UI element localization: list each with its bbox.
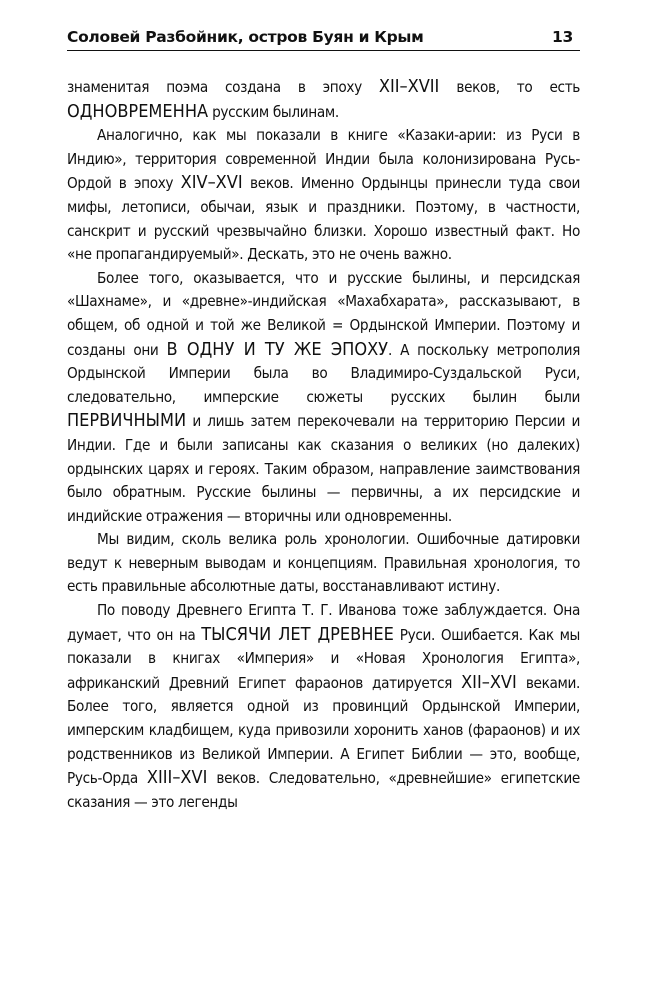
text-run: и лишь затем перекочевали на территорию Персии и Индии. Где и были записаны как сказания о великих (но далеких) ордынских царях и героях. Таким образом, направление заимствования было обратным. Русские былины — первичны, а их персидские и индийские отражения — вторичны или одновременны. <box>67 412 580 525</box>
text-run: веками. Более того, является одной из провинций Ордынской Империи, имперским кладбищем, куда привозили хоронить ханов (фараонов) и их родственников из Великой Империи. А Египет Библии — это, вообще, Русь-Орда <box>67 673 580 788</box>
paragraph <box>67 75 580 124</box>
text-run: Руси. Ошибается. Как мы показали в книгах «Империя» и «Новая Хронология Египта», африканский Древний Египет фараонов датируется <box>67 625 580 692</box>
paragraph <box>67 124 580 267</box>
text-run: . А поскольку метрополия Ордынской Империи была во Владимиро-Суздальской Руси, следовательно, имперские сюжеты русских былин были <box>67 340 580 406</box>
text-run: По поводу Древнего Египта Т. Г. Иванова тоже заблуждается. Она думает, что он на <box>67 601 580 644</box>
emphasis-caps: XIII–XVI <box>146 767 208 789</box>
emphasis-caps: ТЫСЯЧИ ЛЕТ ДРЕВНЕЕ <box>201 623 394 645</box>
paragraph <box>67 267 580 529</box>
header-rule <box>67 50 580 51</box>
text-run: веков, то есть <box>439 78 580 96</box>
emphasis-caps: ОДНОВРЕМЕННА <box>67 100 209 122</box>
text-run: Более того, оказывается, что и русские былины, и персидская «Шахнаме», и «древне»-индийская «Махабхарата», рассказывают, в общем, об одной и той же Великой = Ордынской Империи. Поэтому и созданы они <box>67 268 580 359</box>
text-run: веков. Именно Ордынцы принесли туда свои мифы, летописи, обычаи, язык и праздники. Поэтому, в частности, санскрит и русский чрезвычайно близки. Хорошо известный факт. Но «не пропагандируемый». Дескать, это не очень важно. <box>67 174 580 264</box>
emphasis-caps: В ОДНУ И ТУ ЖЕ ЭПОХУ <box>166 338 389 360</box>
emphasis-caps: ПЕРВИЧНЫМИ <box>67 410 187 432</box>
emphasis-caps: XIV–XVI <box>180 172 243 194</box>
book-page <box>67 24 580 814</box>
text-run: веков. Следовательно, «древнейшие» египетские сказания — это легенды <box>67 769 580 811</box>
paragraph <box>67 528 580 599</box>
page-number: 13 <box>552 28 573 46</box>
emphasis-caps: XII–XVI <box>461 671 517 693</box>
body-text <box>67 75 580 814</box>
running-header <box>67 24 580 46</box>
paragraph <box>67 599 580 814</box>
text-run: русским былинам. <box>208 102 339 121</box>
text-run: Мы видим, сколь велика роль хронологии. Ошибочные датировки ведут к неверным выводам и концепциям. Правильная хронология, то есть правильные абсолютные даты, восстанавливают истину. <box>67 530 580 596</box>
emphasis-caps: XII–XVII <box>378 76 440 97</box>
running-title: Соловей Разбойник, остров Буян и Крым <box>67 28 424 46</box>
text-run: Аналогично, как мы показали в книге «Казаки-арии: из Руси в Индию», территория современной Индии была колонизирована Русь-Ордой в эпоху <box>67 126 580 193</box>
text-run: знаменитая поэма создана в эпоху <box>67 78 379 96</box>
